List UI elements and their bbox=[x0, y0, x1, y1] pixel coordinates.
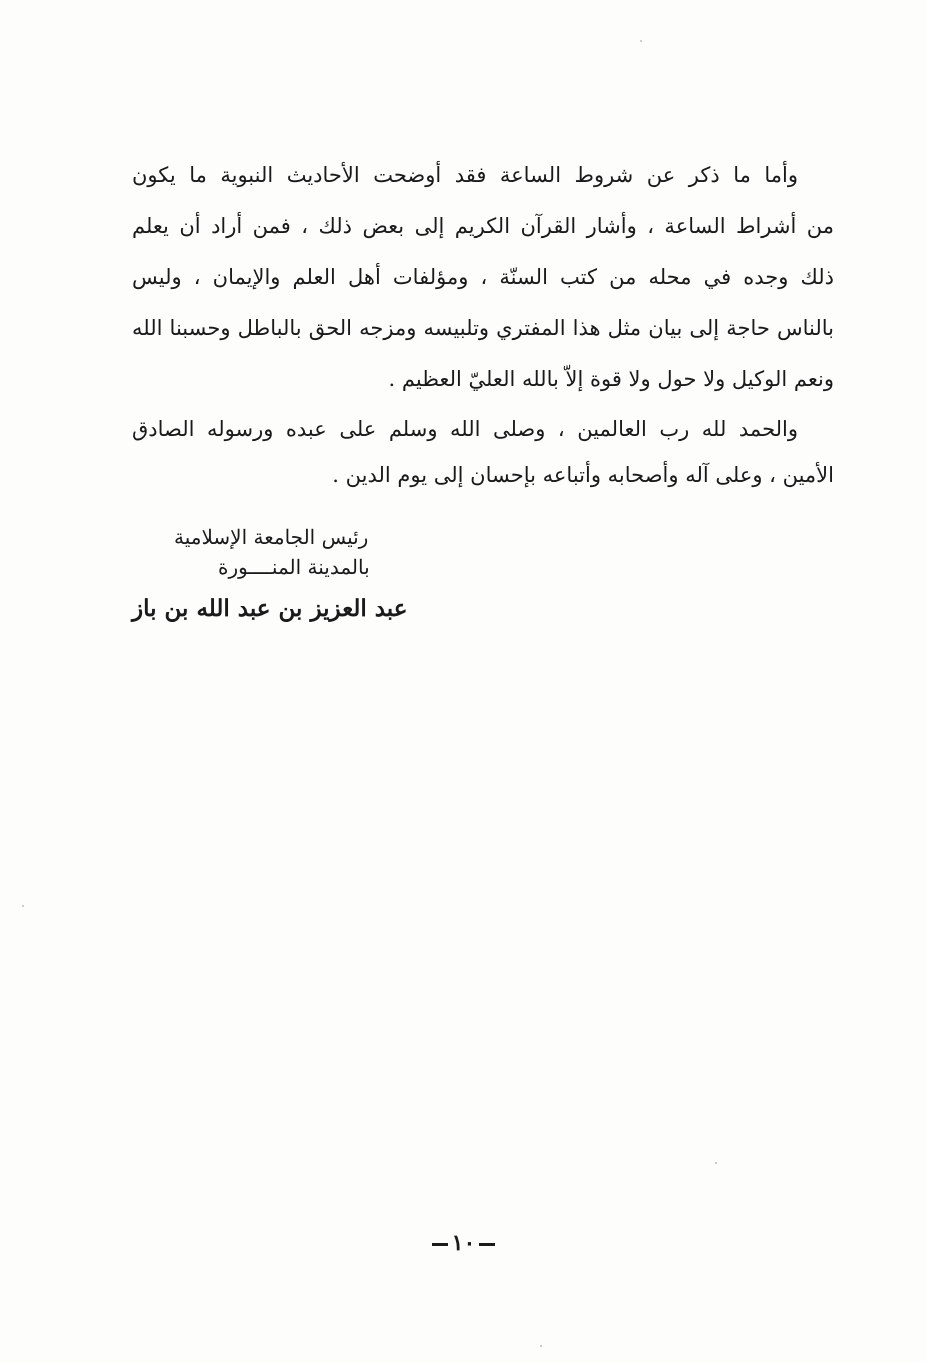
page-number bbox=[0, 1230, 927, 1256]
signature-name: عبد العزيز بن عبد الله بن باز bbox=[132, 595, 408, 622]
paragraph-1-line-4: بالناس حاجة إلى بيان مثل هذا المفتري وتلبيسه ومزجه الحق بالباطل وحسبنا الله bbox=[132, 316, 834, 340]
signature-city: بالمدينة المنــــورة bbox=[218, 555, 370, 579]
paragraph-1-line-3: ذلك وجده في محله من كتب السنّة ، ومؤلفات أهل العلم والإيمان ، وليس bbox=[132, 265, 834, 289]
page-number-value: ١٠ bbox=[451, 1230, 476, 1256]
paragraph-1-line-2: من أشراط الساعة ، وأشار القرآن الكريم إلى بعض ذلك ، فمن أراد أن يعلم bbox=[132, 214, 834, 238]
paper-speck bbox=[22, 905, 24, 907]
page-number-dash-left bbox=[432, 1243, 448, 1246]
paper-speck bbox=[640, 40, 642, 42]
paper-speck bbox=[540, 1345, 542, 1347]
paragraph-1-line-1: وأما ما ذكر عن شروط الساعة فقد أوضحت الأحاديث النبوية ما يكون bbox=[132, 163, 798, 187]
signature-title: رئيس الجامعة الإسلامية bbox=[174, 525, 369, 549]
paragraph-1-line-5: ونعم الوكيل ولا حول ولا قوة إلاّ بالله العليّ العظيم . bbox=[388, 367, 834, 391]
paper-speck bbox=[715, 1162, 717, 1164]
paragraph-2 bbox=[132, 412, 834, 504]
page-number-dash-right bbox=[479, 1243, 495, 1246]
signature-block bbox=[132, 522, 432, 626]
paragraph-2-line-1: والحمد لله رب العالمين ، وصلى الله وسلم على عبده ورسوله الصادق bbox=[132, 417, 798, 441]
paragraph-1 bbox=[132, 158, 834, 413]
paragraph-2-line-2: الأمين ، وعلى آله وأصحابه وأتباعه بإحسان إلى يوم الدين . bbox=[332, 463, 834, 487]
